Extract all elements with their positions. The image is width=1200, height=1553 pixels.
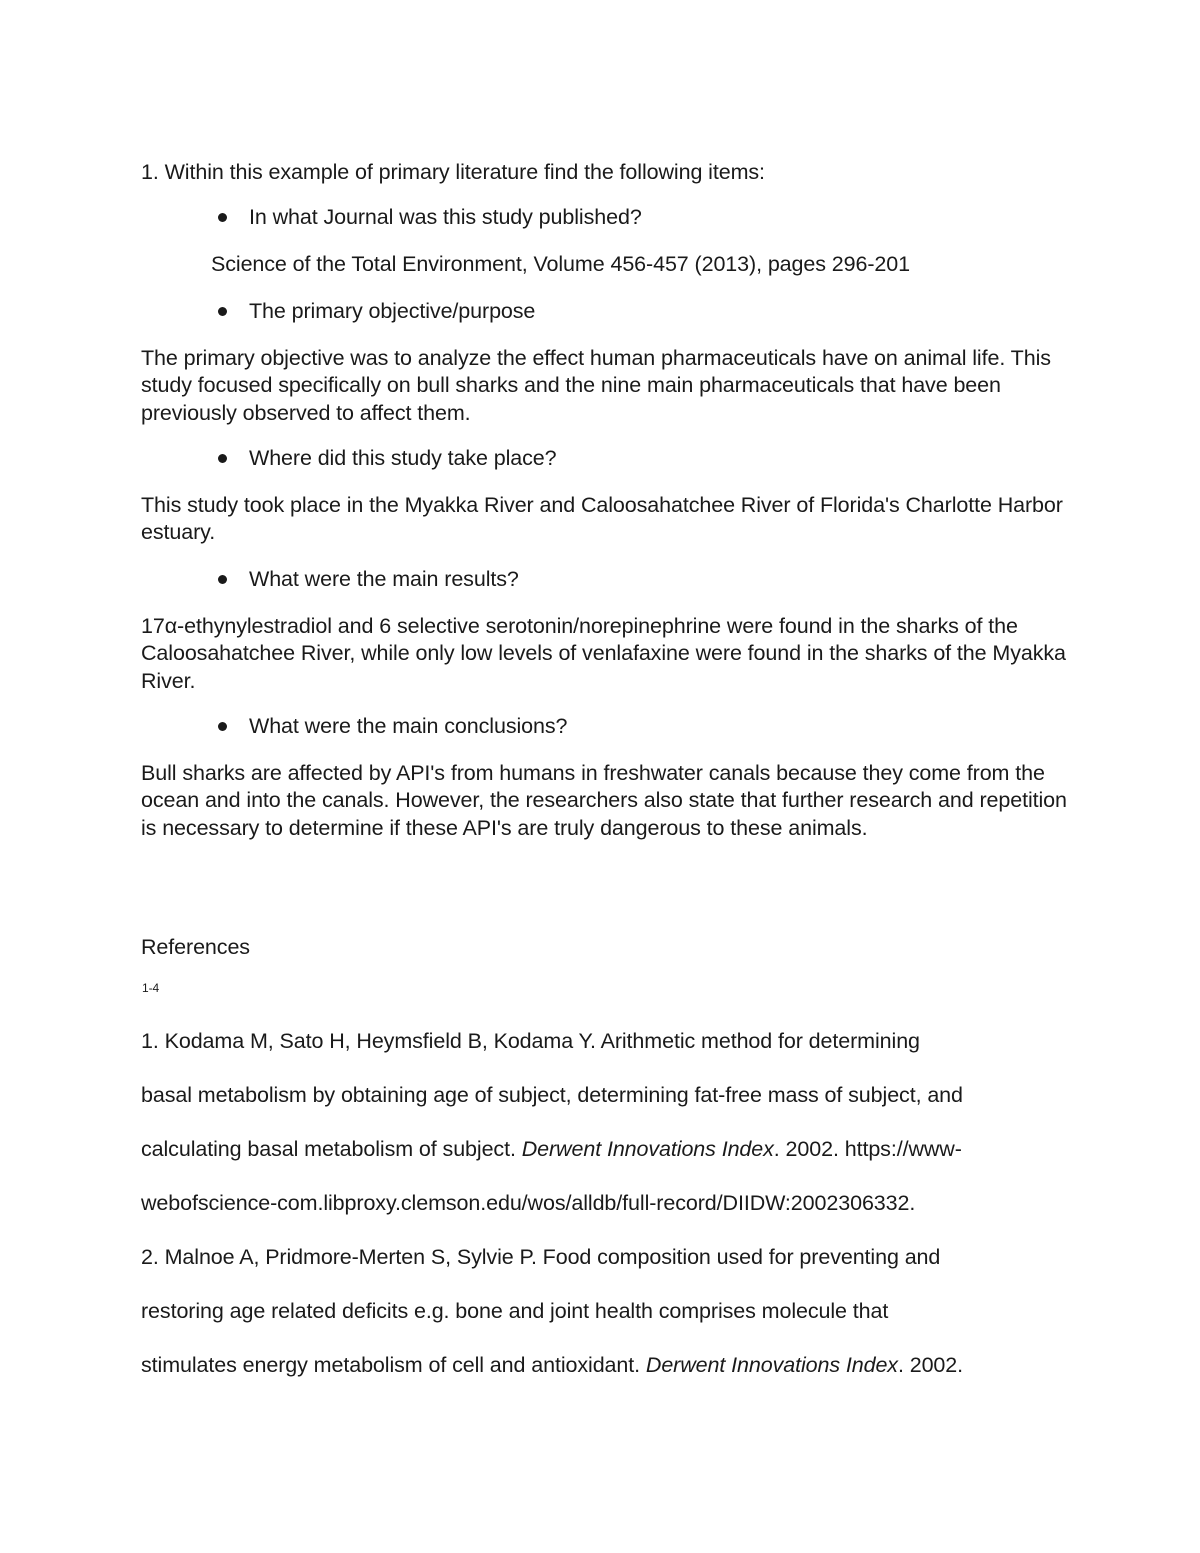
answer-conclusions: Bull sharks are affected by API's from humans in freshwater canals because they come from the ocean and into the canals. However, the researchers also state that further research and repetition is necessary to determine if these API's are truly dangerous to these animals. <box>141 761 1067 840</box>
bullet-journal: In what Journal was this study published? <box>249 205 642 229</box>
bullet-location: Where did this study take place? <box>249 446 557 470</box>
bullet-dot-icon <box>218 722 227 731</box>
bullet-dot-icon <box>218 575 227 584</box>
bullet-dot-icon <box>218 454 227 463</box>
references-range: 1-4 <box>142 981 160 995</box>
ref2-journal: Derwent Innovations Index <box>645 1353 898 1377</box>
ref1-journal: Derwent Innovations Index <box>521 1137 774 1161</box>
question-intro: 1. Within this example of primary literature find the following items: <box>141 160 765 184</box>
ref1-line3-text: calculating basal metabolism of subject. <box>141 1137 522 1161</box>
ref1-line3 <box>141 1137 962 1162</box>
answer-objective: The primary objective was to analyze the effect human pharmaceuticals have on animal life. This study focused specifically on bull sharks and the nine main pharmaceuticals that have been previously observed to affect them. <box>141 346 1051 425</box>
answer-results: 17α-ethynylestradiol and 6 selective serotonin/norepinephrine were found in the sharks of the Caloosahatchee River, while only low levels of venlafaxine were found in the sharks of the Myakka River. <box>141 614 1066 693</box>
bullet-objective: The primary objective/purpose <box>249 299 536 323</box>
answer-journal: Science of the Total Environment, Volume 456-457 (2013), pages 296-201 <box>211 252 910 276</box>
answer-location: This study took place in the Myakka River and Caloosahatchee River of Florida's Charlotte Harbor estuary. <box>141 493 1063 545</box>
ref1-url[interactable]: webofscience-com.libproxy.clemson.edu/wos/alldb/full-record/DIIDW:2002306332. <box>141 1191 916 1215</box>
bullet-dot-icon <box>218 307 227 316</box>
bullet-dot-icon <box>218 213 227 222</box>
ref2-line1: 2. Malnoe A, Pridmore-Merten S, Sylvie P. Food composition used for preventing and <box>141 1245 941 1269</box>
ref2-line3-tail: . 2002. <box>897 1353 964 1377</box>
references-heading: References <box>141 935 250 959</box>
ref1-line3-tail: . 2002. https://www- <box>773 1137 962 1161</box>
ref1-line2: basal metabolism by obtaining age of subject, determining fat-free mass of subject, and <box>141 1083 963 1107</box>
ref2-line3-text: stimulates energy metabolism of cell and antioxidant. <box>141 1353 646 1377</box>
bullet-conclusions: What were the main conclusions? <box>249 714 568 738</box>
ref1-line1: 1. Kodama M, Sato H, Heymsfield B, Kodama Y. Arithmetic method for determining <box>141 1029 920 1053</box>
ref2-line2: restoring age related deficits e.g. bone and joint health comprises molecule that <box>141 1299 889 1323</box>
bullet-results: What were the main results? <box>249 567 519 591</box>
ref2-line3 <box>141 1353 963 1378</box>
